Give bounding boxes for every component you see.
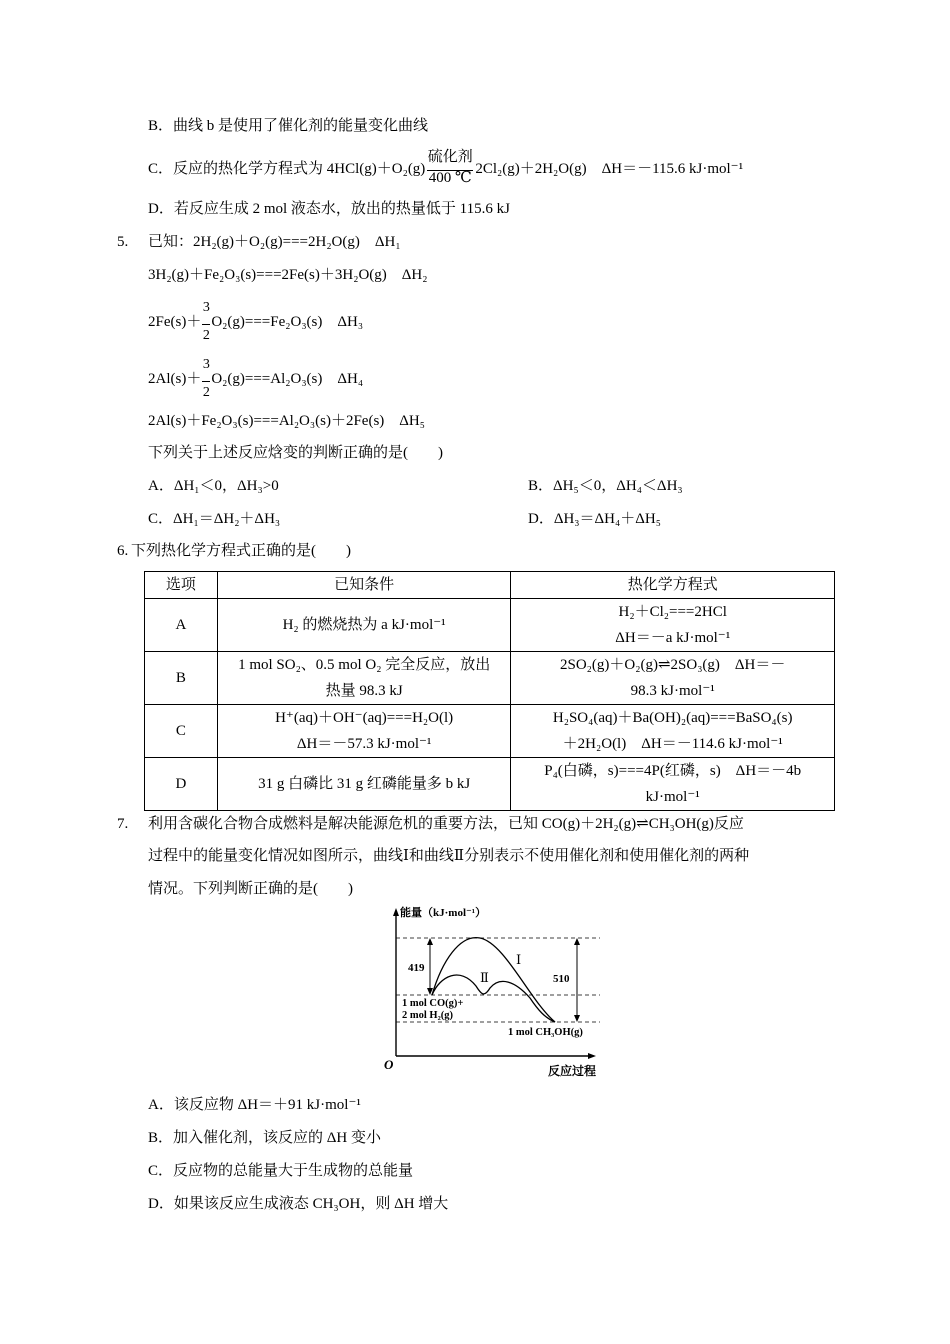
q5-option-c: C．ΔH₁＝ΔH₂＋ΔH₃ (148, 511, 281, 527)
q4-option-c-right: 2Cl₂(g)＋2H₂O(g) ΔH＝－115.6 kJ·mol⁻¹ (475, 161, 744, 177)
ea-forward-arrowhead-up (427, 938, 433, 945)
q4-option-b: B．曲线 b 是使用了催化剂的能量变化曲线 (148, 118, 429, 134)
q5-option-d: D．ΔH₃＝ΔH₄＋ΔH₅ (528, 511, 661, 527)
reactant-label: 2 mol H₂(g) (402, 1010, 453, 1021)
reaction-condition (425, 149, 475, 186)
q5-eq3-right: O₂(g)===Fe₂O₃(s) ΔH₃ (211, 314, 364, 330)
condition-line: 31 g 白磷比 31 g 红磷能量多 b kJ (258, 776, 471, 792)
q6-question: 下列热化学方程式正确的是( ) (131, 543, 351, 559)
reactant-label: 1 mol CO(g)+ (402, 998, 464, 1009)
q7-number: 7. (117, 816, 129, 832)
q7-option-d: D．如果该反应生成液态 CH₃OH，则 ΔH 增大 (148, 1196, 449, 1212)
row-option: A (145, 599, 218, 652)
row-equation (511, 652, 835, 705)
curve-ii-label: Ⅱ (480, 970, 489, 985)
table-header: 选项 (145, 572, 218, 599)
q7-text-line: 情况。下列判断正确的是( ) (148, 881, 353, 897)
q5-eq1: 已知：2H₂(g)＋O₂(g)===2H₂O(g) ΔH₁ (148, 234, 401, 250)
row-option: D (145, 758, 218, 811)
q5-eq3-left: 2Fe(s)＋ (148, 314, 202, 330)
row-condition (217, 758, 511, 811)
equation-line: H₂＋Cl₂===2HCl (618, 604, 727, 620)
table-header-row (145, 572, 835, 599)
product-label: 1 mol CH₃OH(g) (508, 1027, 583, 1038)
q5-eq4 (148, 356, 364, 400)
table-row (145, 599, 835, 652)
energy-profile-chart (380, 906, 640, 1078)
row-condition (217, 599, 511, 652)
q5-eq3 (148, 299, 364, 343)
row-option: C (145, 705, 218, 758)
table-header: 热化学方程式 (511, 572, 835, 599)
row-condition (217, 705, 511, 758)
equation-line: ＋2H₂O(l) ΔH＝－114.6 kJ·mol⁻¹ (562, 736, 783, 752)
equation-line: P₄(白磷，s)===4P(红磷，s) ΔH＝－4b (544, 763, 802, 779)
fraction-bar (202, 324, 210, 325)
q5-number: 5. (117, 234, 129, 250)
ea-forward-value: 419 (408, 962, 425, 974)
q5-question: 下列关于上述反应焓变的判断正确的是( ) (148, 445, 443, 461)
row-condition (217, 652, 511, 705)
table-header: 已知条件 (217, 572, 511, 599)
equation-line: kJ·mol⁻¹ (645, 789, 700, 805)
condition-line: 热量 98.3 kJ (325, 683, 403, 699)
equation-line: 98.3 kJ·mol⁻¹ (630, 683, 715, 699)
equation-line: ΔH＝－a kJ·mol⁻¹ (615, 630, 731, 646)
q5-eq5: 2Al(s)＋Fe₂O₃(s)===Al₂O₃(s)＋2Fe(s) ΔH₅ (148, 413, 425, 429)
q5-eq4-right: O₂(g)===Al₂O₃(s) ΔH₄ (211, 371, 364, 387)
fraction-denominator: 2 (202, 384, 210, 400)
fraction-numerator: 3 (202, 299, 210, 315)
ea-reverse-arrowhead-down (574, 1015, 580, 1022)
equation-line: 2SO₂(g)＋O₂(g)⇌2SO₃(g) ΔH＝－ (560, 657, 786, 673)
fraction-denominator: 2 (202, 327, 210, 343)
q7-text-line: 利用含碳化合物合成燃料是解决能源危机的重要方法，已知 CO(g)＋2H₂(g)⇌CH₃OH(g)反应 (148, 816, 744, 832)
table-row (145, 705, 835, 758)
ea-reverse-arrowhead-up (574, 938, 580, 945)
q4-option-d: D．若反应生成 2 mol 液态水，放出的热量低于 115.6 kJ (148, 201, 510, 217)
q7-option-c: C．反应物的总能量大于生成物的总能量 (148, 1163, 414, 1179)
table-row (145, 758, 835, 811)
q7-option-a: A．该反应物 ΔH＝＋91 kJ·mol⁻¹ (148, 1097, 361, 1113)
y-axis-arrow (393, 908, 399, 916)
q5-option-b: B．ΔH₅＜0，ΔH₄＜ΔH₃ (528, 478, 683, 494)
row-equation (511, 758, 835, 811)
row-equation (511, 599, 835, 652)
fraction-bar (202, 381, 210, 382)
origin-label: O (384, 1057, 394, 1072)
q7-text-line: 过程中的能量变化情况如图所示，曲线Ⅰ和曲线Ⅱ分别表示不使用催化剂和使用催化剂的两种 (148, 848, 750, 864)
y-axis-label: 能量（kJ·mol⁻¹） (400, 907, 487, 919)
condition-line: ΔH＝－57.3 kJ·mol⁻¹ (296, 736, 432, 752)
q4-option-c-left: C．反应的热化学方程式为 4HCl(g)＋O₂(g) (148, 161, 426, 177)
equation-line: H₂SO₄(aq)＋Ba(OH)₂(aq)===BaSO₄(s) (552, 710, 793, 726)
q4-option-c (148, 149, 744, 186)
q6-number: 6. (117, 543, 129, 559)
ea-reverse-value: 510 (553, 973, 570, 985)
row-equation (511, 705, 835, 758)
fraction-numerator: 3 (202, 356, 210, 372)
condition-catalyst: 硫化剂 (427, 149, 473, 165)
condition-temperature: 400 ℃ (428, 170, 472, 186)
q7-option-b: B．加入催化剂，该反应的 ΔH 变小 (148, 1130, 381, 1146)
x-axis-label: 反应过程 (548, 1064, 597, 1078)
condition-line: H₂ 的燃烧热为 a kJ·mol⁻¹ (282, 617, 446, 633)
table-row (145, 652, 835, 705)
x-axis-arrow (588, 1053, 596, 1059)
condition-line: 1 mol SO₂、0.5 mol O₂ 完全反应，放出 (238, 657, 491, 673)
q5-eq4-left: 2Al(s)＋ (148, 371, 202, 387)
condition-line: H⁺(aq)＋OH⁻(aq)===H₂O(l) (275, 710, 454, 726)
curve-i-label: Ⅰ (516, 952, 522, 967)
q5-eq2: 3H₂(g)＋Fe₂O₃(s)===2Fe(s)＋3H₂O(g) ΔH₂ (148, 267, 428, 283)
q5-option-a: A．ΔH₁＜0，ΔH₃>0 (148, 478, 279, 494)
q6-table (144, 571, 835, 811)
row-option: B (145, 652, 218, 705)
